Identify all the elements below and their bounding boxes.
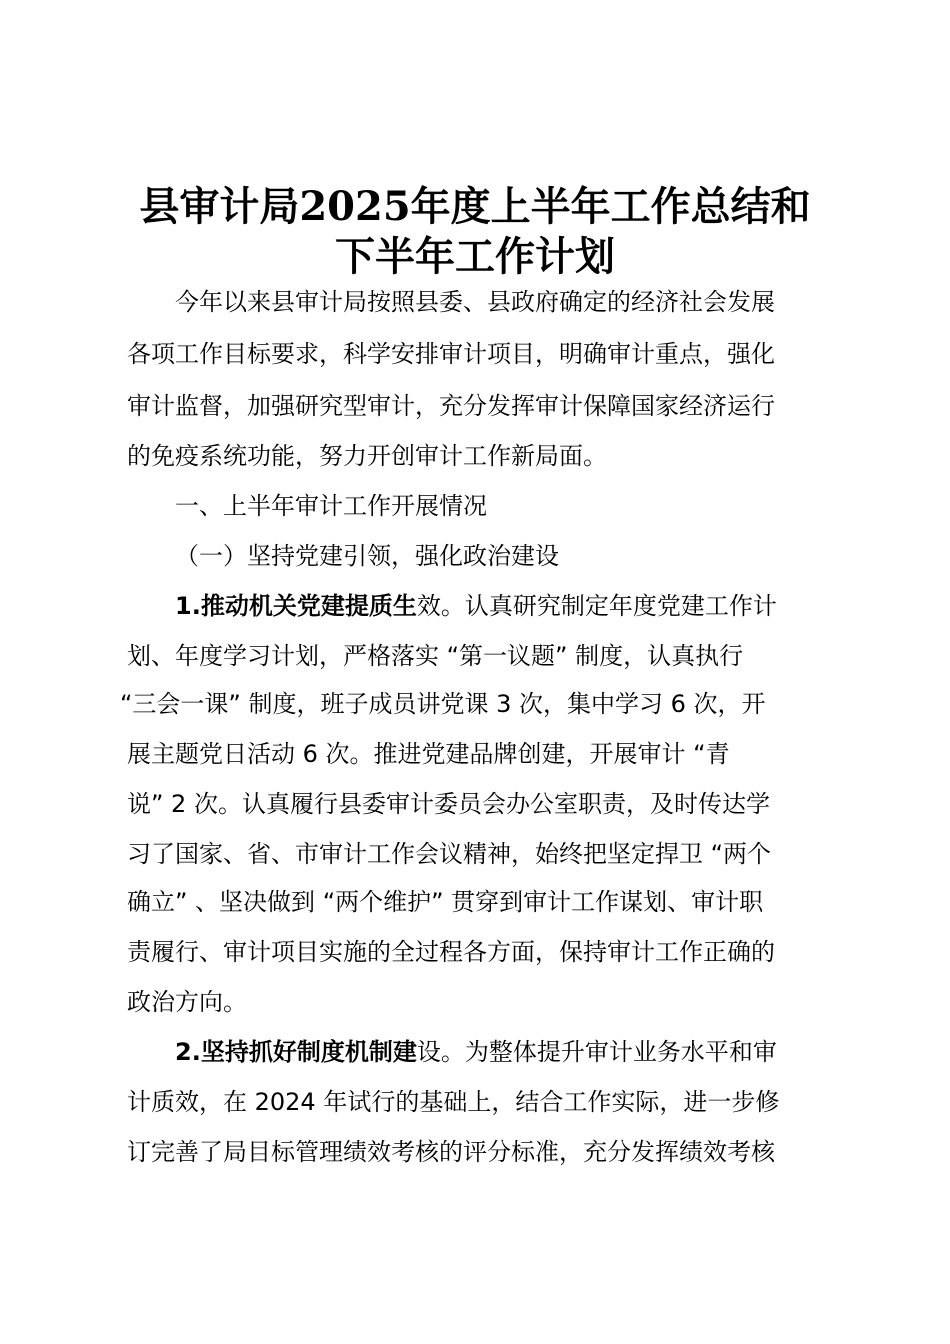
item-1-line: 确立” 、坚决做到 “两个维护” 贯穿到审计工作谋划、审计职 xyxy=(127,888,764,916)
item-1-first-line xyxy=(175,590,777,622)
item-2-first-rest: 设。为整体提升审计业务水平和审 xyxy=(416,1038,777,1066)
item-1-line: 政治方向。 xyxy=(127,988,247,1016)
item-2-line: 计质效，在 2024 年试行的基础上，结合工作实际，进一步修 xyxy=(127,1088,780,1116)
item-2-lead: 2.坚持抓好制度机制建 xyxy=(175,1038,417,1066)
subsection-heading: （一）坚持党建引领，强化政治建设 xyxy=(175,542,559,570)
item-2-first-line xyxy=(175,1036,777,1068)
section-heading: 一、上半年审计工作开展情况 xyxy=(175,492,487,520)
document-title-line-2: 下半年工作计划 xyxy=(335,233,615,280)
item-1-first-rest: 效。认真研究制定年度党建工作计 xyxy=(416,592,777,620)
item-1-line: 习了国家、省、市审计工作会议精神，始终把坚定捍卫 “两个 xyxy=(127,840,772,868)
item-1-lead: 1.推动机关党建提质生 xyxy=(175,592,417,620)
intro-line: 的免疫系统功能，努力开创审计工作新局面。 xyxy=(127,442,607,470)
document-title-line-1: 县审计局2025年度上半年工作总结和 xyxy=(139,183,811,230)
item-1-line: 说” 2 次。认真履行县委审计委员会办公室职责，及时传达学 xyxy=(127,790,770,818)
intro-line: 各项工作目标要求，科学安排审计项目，明确审计重点，强化 xyxy=(127,340,775,368)
item-2-line: 订完善了局目标管理绩效考核的评分标准，充分发挥绩效考核 xyxy=(127,1138,775,1166)
item-1-line: “三会一课” 制度，班子成员讲党课 3 次，集中学习 6 次，开 xyxy=(120,690,766,718)
item-1-line: 展主题党日活动 6 次。推进党建品牌创建，开展审计 “青 xyxy=(127,740,730,768)
intro-line: 今年以来县审计局按照县委、县政府确定的经济社会发展 xyxy=(175,288,775,316)
item-1-line: 划、年度学习计划，严格落实 “第一议题” 制度，认真执行 xyxy=(127,642,744,670)
intro-line: 审计监督，加强研究型审计，充分发挥审计保障国家经济运行 xyxy=(127,392,775,420)
item-1-line: 责履行、审计项目实施的全过程各方面，保持审计工作正确的 xyxy=(127,938,775,966)
